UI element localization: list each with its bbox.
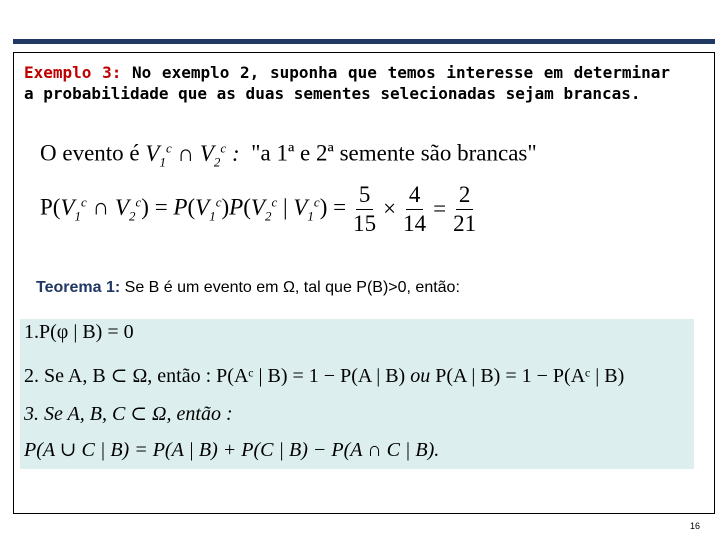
property-2: 2. Se A, B ⊂ Ω, então : P(Aᶜ | B) = 1 − P(A | B) ou P(A | B) = 1 − P(Aᶜ | B): [24, 365, 625, 387]
example-text: No exemplo 2, suponha que temos interesse em determinar a probabilidade que as duas sementes selecionadas sejam brancas.: [24, 63, 670, 103]
theorem-statement: [36, 279, 460, 297]
example-paragraph: [24, 62, 670, 104]
event-quote: "a 1ª e 2ª semente são brancas": [251, 140, 537, 166]
property-3-formula: P(A ∪ C | B) = P(A | B) + P(C | B) − P(A ∩ C | B).: [24, 439, 440, 461]
fraction-5-15: $\frac{5}{15}$: [353, 181, 377, 236]
example-label: Exemplo 3:: [24, 63, 122, 82]
page-number: 16: [690, 521, 701, 531]
property-1: 1.P(φ | B) = 0: [24, 321, 134, 343]
event-prefix: O evento é: [40, 140, 140, 166]
theorem-properties-box: [20, 319, 694, 469]
equals-sign: =: [433, 196, 447, 221]
top-accent-bar: [13, 39, 715, 44]
fraction-2-21: $\frac{2}{21}$: [453, 181, 477, 236]
probability-equation: [40, 178, 483, 240]
property-3: 3. Se A, B, C ⊂ Ω, então :: [24, 403, 233, 425]
theorem-text: Se B é um evento em Ω, tal que P(B)>0, então:: [124, 279, 460, 296]
times-sign: ×: [383, 196, 397, 221]
fraction-4-14: $\frac{4}{14}$: [403, 181, 427, 236]
theorem-label: Teorema 1:: [36, 279, 121, 296]
event-formula: $V_1^c$ ∩ $V_2^c$ :: [145, 140, 246, 170]
prob-lhs: $P(V_1^c$ ∩ $V_2^c) = P(V_1^c)P(V_2^c$ | $V_1^c$) =: [40, 193, 347, 224]
event-definition: [40, 140, 537, 170]
